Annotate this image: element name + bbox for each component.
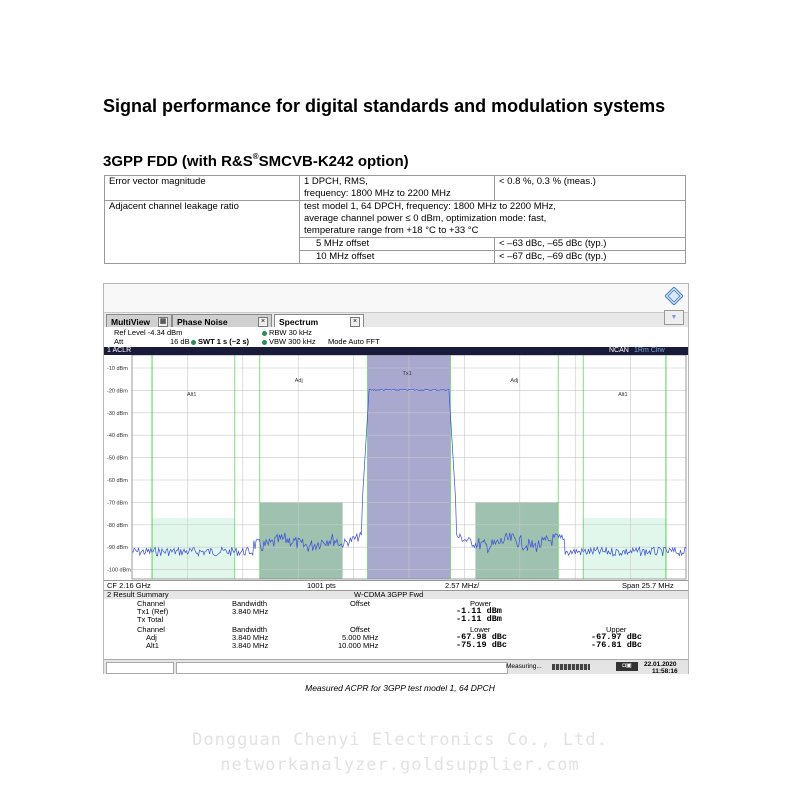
aclr-conditions (300, 201, 686, 238)
aclr-cond-3: temperature range from +18 °C to +33 °C (304, 225, 479, 236)
evm-label: Error vector magnitude (105, 176, 300, 201)
close-icon[interactable]: × (258, 317, 268, 327)
mode: Mode Auto FFT (328, 337, 380, 346)
spectrum-plot (104, 355, 688, 580)
measuring-label: Measuring... (506, 663, 542, 670)
col-offset-2: Offset (350, 625, 370, 634)
col-channel: Channel (137, 599, 165, 608)
evm-value: < 0.8 %, 0.3 % (meas.) (495, 176, 686, 201)
y-tick-label: -30 dBm (107, 410, 128, 417)
grid-icon: ▦ (159, 318, 167, 325)
screen-header (104, 284, 688, 312)
remote-icon: ◘▣ (616, 662, 638, 671)
span: Span 25.7 MHz (622, 581, 674, 590)
result-title: 2 Result Summary (107, 590, 169, 599)
status-dot-icon (262, 340, 267, 345)
result-summary (104, 590, 688, 660)
adj-upper: -67.97 dBc (591, 632, 643, 642)
alt-lower: -75.19 dBc (456, 640, 508, 650)
status-dot-icon (262, 331, 267, 336)
aclr-cond-2: average channel power ≤ 0 dBm, optimization mode: fast, (304, 213, 547, 224)
alt-bandwidth: 3.840 MHz (232, 641, 269, 650)
parameter-bar (104, 327, 688, 348)
center-frequency: CF 2.16 GHz (107, 581, 151, 590)
status-dot-icon (191, 340, 196, 345)
offset-5-label: 5 MHz offset (300, 238, 495, 251)
col-channel-2: Channel (137, 625, 165, 634)
section-title (103, 153, 409, 170)
col-offset: Offset (350, 599, 370, 608)
txtotal-power: -1.11 dBm (456, 614, 502, 624)
ncan-label: NCAN (609, 347, 629, 354)
att-value: 16 dB (170, 337, 190, 346)
col-bandwidth-2: Bandwidth (232, 625, 268, 634)
time: 11:58:16 (652, 668, 678, 675)
adj-lower: -67.98 dBc (456, 632, 508, 642)
y-tick-label: -50 dBm (107, 455, 128, 462)
y-tick-label: -80 dBm (107, 522, 128, 529)
rs-logo-icon (665, 287, 683, 305)
alt-upper: -76.81 dBc (591, 640, 643, 650)
tx1-label: Tx1 (402, 371, 412, 377)
progress-icon (552, 664, 590, 670)
plot-footer (104, 580, 688, 590)
trace-header (104, 347, 688, 355)
tab-phase-noise[interactable] (172, 314, 272, 328)
tab-multiview[interactable] (106, 314, 172, 328)
page-title: Signal performance for digital standards and modulation systems (103, 96, 666, 116)
aclr-label: Adjacent channel leakage ratio (105, 201, 300, 264)
close-icon[interactable]: × (350, 317, 360, 327)
evm-cond-2: frequency: 1800 MHz to 2200 MHz (304, 188, 451, 199)
result-standard: W-CDMA 3GPP Fwd (354, 590, 424, 599)
registered-mark: ® (252, 152, 259, 161)
figure-caption: Measured ACPR for 3GPP test model 1, 64 DPCH (305, 683, 495, 693)
adj-left-label: Adj (294, 378, 303, 384)
points-count: 1001 pts (307, 581, 336, 590)
watermark-url: networkanalyzer.goldsupplier.com (220, 755, 580, 775)
status-bar (104, 659, 688, 674)
spec-table (104, 175, 686, 264)
trace-mode-label: 1Rm Clrw (634, 347, 665, 354)
offset-5-value: < –63 dBc, –65 dBc (typ.) (495, 238, 686, 251)
status-field (106, 662, 174, 674)
y-tick-label: -100 dBm (107, 567, 131, 574)
att-label: Att (114, 337, 124, 346)
offset-10-value: < –67 dBc, –69 dBc (typ.) (495, 251, 686, 264)
offset-10-label: 10 MHz offset (300, 251, 495, 264)
adj-offset: 5.000 MHz (342, 633, 379, 642)
tab-bar (104, 312, 688, 328)
y-tick-label: -60 dBm (107, 478, 128, 484)
chevron-down-icon[interactable]: ▼ (664, 310, 684, 325)
col-power: Power (470, 599, 492, 608)
alt-left-label: Alt1 (186, 392, 197, 398)
col-upper: Upper (606, 625, 627, 634)
col-bandwidth: Bandwidth (232, 599, 268, 608)
adj-name: Adj (146, 633, 157, 642)
adj-bandwidth: 3.840 MHz (232, 633, 269, 642)
vbw: VBW 300 kHz (262, 337, 316, 346)
adj-right-channel-box (475, 502, 558, 579)
y-tick-label: -40 dBm (107, 433, 128, 440)
y-tick-label: -90 dBm (107, 545, 128, 552)
tx1-name: Tx1 (Ref) (137, 607, 169, 616)
swt: SWT 1 s (~2 s) (191, 337, 249, 346)
adj-right-label: Adj (510, 378, 519, 384)
tx1-power: -1.11 dBm (456, 606, 502, 616)
adj-left-channel-box (260, 502, 343, 579)
result-header (104, 591, 688, 599)
watermark: Dongguan Chenyi Electronics Co., Ltd. (192, 730, 608, 750)
section-title-post: SMCVB-K242 option) (258, 153, 409, 170)
alt-offset: 10.000 MHz (338, 641, 379, 650)
y-tick-label: -10 dBm (107, 366, 128, 372)
tab-multiview-label: MultiView (111, 317, 151, 327)
tab-spectrum-label: Spectrum (279, 317, 319, 327)
status-field (176, 662, 508, 674)
ref-level: Ref Level -4.34 dBm (114, 328, 183, 337)
y-tick-label: -70 dBm (107, 500, 128, 507)
trace-label: 1 ACLR (107, 347, 132, 354)
tx1-bandwidth: 3.840 MHz (232, 607, 269, 616)
section-title-pre: 3GPP FDD (with R&S (103, 153, 253, 170)
alt-right-label: Alt1 (618, 392, 628, 398)
rbw: RBW 30 kHz (262, 328, 312, 337)
tab-spectrum[interactable] (274, 314, 364, 328)
analyzer-screenshot (103, 283, 689, 674)
division: 2.57 MHz/ (445, 581, 480, 590)
alt-name: Alt1 (146, 641, 159, 650)
txtotal-name: Tx Total (137, 615, 164, 624)
evm-cond-1: 1 DPCH, RMS, (304, 176, 368, 187)
y-tick-label: -20 dBm (107, 388, 128, 395)
col-lower: Lower (470, 625, 491, 634)
aclr-cond-1: test model 1, 64 DPCH, frequency: 1800 MHz to 2200 MHz, (304, 201, 556, 212)
tab-phase-noise-label: Phase Noise (177, 317, 228, 327)
date: 22.01.2020 (644, 661, 677, 668)
evm-conditions (300, 176, 495, 201)
